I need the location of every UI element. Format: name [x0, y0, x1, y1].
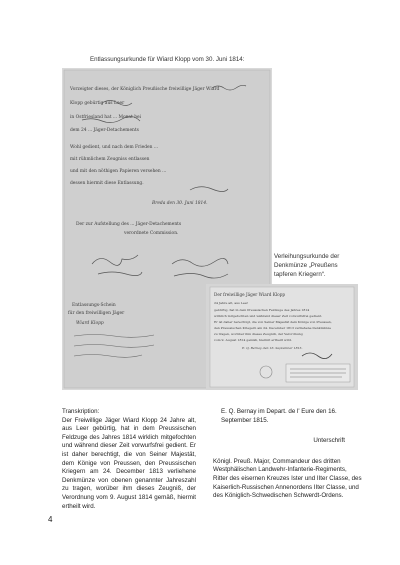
scan-text-line: 24 Jahre alt, aus Leer: [214, 301, 248, 305]
medal-certificate-scan: [206, 284, 358, 390]
scan-text-line: Breda den 30. Juni 1814.: [152, 201, 208, 206]
scan-text-line: vom 9. August 1814 gemäß, hiermit ertheilt wird.: [214, 338, 293, 342]
scan-text-line: Entlassungs-Schein: [72, 303, 116, 308]
scan-text-line: Vorzeigter dieses, der Königlich Preußische freiwillige Jäger Wiard: [70, 87, 220, 92]
place-and-date: E. Q. Bernay im Depart. de l' Eure den 16. September 1815.: [221, 408, 337, 424]
caption-line: tapferen Kriegern“.: [274, 271, 326, 278]
scan-text-line: gebürtig, hat in dem Preussischen Feldzuge des Jahres 1814: [214, 308, 310, 312]
scan-text-line: in Ostfriesland hat ... Monat bei: [70, 115, 142, 120]
image-caption-discharge: Entlassungsurkunde für Wiard Klopp vom 30. Juni 1814:: [90, 56, 245, 63]
scan-text-line: E. Q. Bernay den 16. September 1815.: [242, 346, 303, 350]
caption-line: Verleihungsurkunde der: [274, 253, 340, 260]
scan-text-line: Der zur Aufstellung des ... Jäger-Detachements: [76, 222, 182, 227]
scan-text-line: verordnete Commission.: [124, 231, 179, 236]
scan-text-line: zu tragen, worüber ihm dieses Zeugniß, der Verordnung: [214, 332, 303, 336]
scan-text-line: Er ist daher berechtigt, die von Seiner Majestät dem Könige von Preussen,: [214, 320, 332, 324]
signature-label: Unterschrift: [313, 437, 345, 445]
scan-text-line: Der freiwillige Jäger Wiard Klopp: [214, 292, 286, 297]
scan-text-line: Wiard Klopp: [76, 321, 104, 326]
image-caption-medal: [274, 252, 384, 279]
page-number: 4: [48, 515, 53, 524]
signature-column: [213, 408, 363, 501]
scan-text-line: dem 24 ... Jäger-Detachements: [70, 128, 139, 133]
caption-line: Denkmünze „Preußens: [274, 262, 338, 269]
scan-text-line: Wohl gedient, und nach dem Frieden ...: [70, 145, 159, 150]
scan-text-line: mit rühmlichem Zeugniss entlassen: [70, 157, 150, 162]
transcription-body: Der Freiwillige Jäger Wiard Klopp 24 Jahre alt, aus Leer gebürtig, hat in dem Preussischen Feldzuge des Jahres 1814 wirklich mitgefochten und während dieser Zeit vorwurfsfrei gedient. Er ist daher berechtigt, die von Seiner Majestät, dem Könige von Preussen, den Preussischen Kriegern am 24. December 1813 verliehene Denkmünze von obenen genannter Jahreszahl zu tragen, worüber ihm dieses Zeugniß, der Verordnung vom 9. August 1814 gemäß, hiermit ertheilt wird.: [62, 416, 196, 510]
scan-text-line: Klopp gebürtig aus Leer: [70, 101, 125, 106]
scan-text-line: dessen hiermit diese Entlassung.: [70, 181, 144, 186]
scan-text-line: wirklich mitgefochten und während dieser Zeit vorwurfsfrei gedient.: [214, 314, 323, 318]
officer-title: Königl. Preuß. Major, Commandeur des dritten Westphälischen Landwehr-Infanterie-Regiments, Ritter des eisernen Kreuzes Ister und IIter Classe, des Kaiserlich-Russischen Annenordens IIter Classe, und des Königlich-Schwedischen Schwerdt-Ordens.: [213, 457, 362, 500]
transcription-heading: Transkription:: [62, 408, 100, 415]
transcription-column: [62, 408, 196, 511]
scan-text-line: den Preussischen Kriegern am 24. December 1813 verliehene Denkmünze: [214, 326, 331, 330]
scan-text-line: und mit den nöthigen Papieren versehen ...: [70, 169, 167, 174]
scan-text-line: für den freiwilligen Jäger: [68, 311, 125, 316]
